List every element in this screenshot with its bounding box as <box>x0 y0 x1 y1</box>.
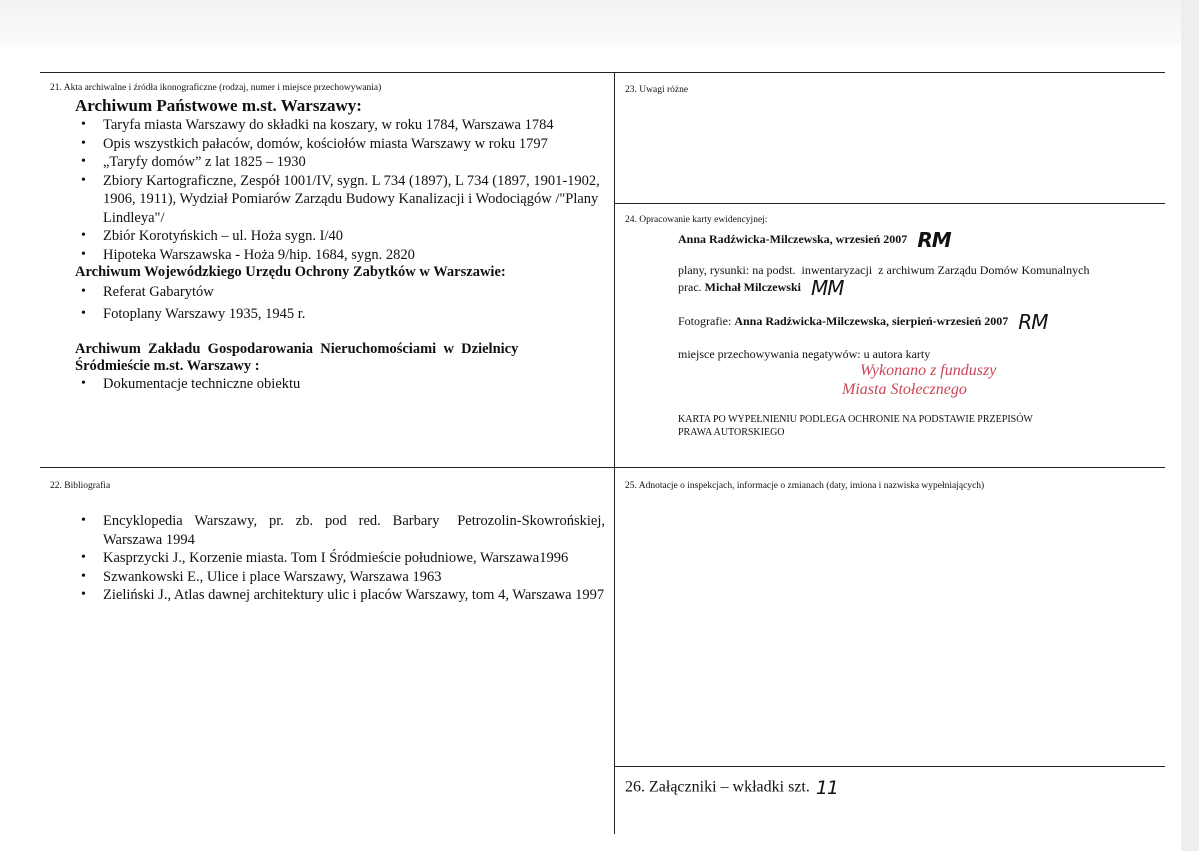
divider-23-24 <box>615 203 1165 204</box>
column-divider <box>614 72 615 834</box>
plans-author-prefix: prac. <box>678 279 705 294</box>
author-line <box>678 228 951 252</box>
middle-border <box>40 467 1165 468</box>
signature-icon: MM <box>810 276 844 300</box>
top-border <box>40 72 1165 73</box>
list-item: • Encyklopedia Warszawy, pr. zb. pod red. Barbary Petrozolin-Skowrońskiej, Warszawa 1994 <box>75 512 605 549</box>
copyright-notice <box>678 413 1033 439</box>
plans-line: plany, rysunki: na podst. inwentaryzacji z archiwum Zarządu Domów Komunalnych <box>678 263 1090 277</box>
archive-heading-apw: Archiwum Państwowe m.st. Warszawy: <box>75 96 362 115</box>
funding-stamp-line-2: Miasta Stołecznego <box>842 381 967 398</box>
section-21-title: 21. Akta archiwalne i źródła ikonograficzne (rodzaj, numer i miejsce przechowywania) <box>50 83 382 93</box>
list-item: • Taryfa miasta Warszawy do składki na koszary, w roku 1784, Warszawa 1784 <box>75 116 600 135</box>
list-item: • Opis wszystkich pałaców, domów, kościołów miasta Warszawy w roku 1797 <box>75 135 600 154</box>
archive-list-wuoz <box>75 283 600 323</box>
archive-heading-zgn-1: Archiwum Zakładu Gospodarowania Nieruchomościami w Dzielnicy <box>75 341 519 357</box>
photos-line <box>678 310 1047 334</box>
attachments-count: 11 <box>815 777 839 799</box>
section-22-title: 22. Bibliografia <box>50 481 111 491</box>
photos-prefix: Fotografie: <box>678 313 735 328</box>
list-item: • Zbiór Korotyńskich – ul. Hoża sygn. I/40 <box>75 227 600 246</box>
list-item: • Referat Gabarytów <box>75 283 600 302</box>
section-23-title: 23. Uwagi różne <box>625 85 689 95</box>
list-item: • Zbiory Kartograficzne, Zespół 1001/IV, sygn. L 734 (1897), L 734 (1897, 1901-1902, 1906, 1911), Wydział Pomiarów Zarządu Budowy Kanalizacji i Wodociągów /"Plany Lindleya"/ <box>75 172 600 228</box>
section-22-content <box>75 512 609 605</box>
copyright-line-2: PRAWA AUTORSKIEGO <box>678 427 785 438</box>
signature-icon: RM <box>1018 310 1048 334</box>
copyright-line-1: KARTA PO WYPEŁNIENIU PODLEGA OCHRONIE NA PODSTAWIE PRZEPISÓW <box>678 414 1033 425</box>
plans-author-line <box>678 276 843 300</box>
list-item: • Hipoteka Warszawska - Hoża 9/hip. 1684, sygn. 2820 <box>75 246 600 265</box>
attachments-label: 26. Załączniki – wkładki szt. <box>625 778 814 796</box>
section-25-title: 25. Adnotacje o inspekcjach, informacje o zmianach (daty, imiona i nazwiska wypełniających) <box>625 481 985 491</box>
archive-list-apw <box>75 116 600 264</box>
scan-top-band <box>0 0 1199 45</box>
divider-25-26 <box>615 766 1165 767</box>
archive-heading-wuoz: Archiwum Wojewódzkiego Urzędu Ochrony Zabytków w Warszawie: <box>75 264 506 280</box>
section-26-attachments <box>625 777 838 799</box>
plans-author-name: Michał Milczewski <box>704 279 801 294</box>
author-text: Anna Radźwicka-Milczewska, wrzesień 2007 <box>678 231 908 246</box>
photos-text: Anna Radźwicka-Milczewska, sierpień-wrzesień 2007 <box>734 313 1009 328</box>
list-item: • „Taryfy domów” z lat 1825 – 1930 <box>75 153 600 172</box>
negatives-line: miejsce przechowywania negatywów: u autora karty <box>678 347 931 361</box>
section-21-content <box>75 96 600 394</box>
archive-heading-zgn-2: Śródmieście m.st. Warszawy : <box>75 358 260 374</box>
list-item: • Fotoplany Warszawy 1935, 1945 r. <box>75 305 600 324</box>
funding-stamp-line-1: Wykonano z funduszy <box>860 362 997 379</box>
archive-list-zgn <box>75 375 600 394</box>
signature-icon: RM <box>917 228 951 252</box>
bibliography-list <box>75 512 609 605</box>
section-24-title: 24. Opracowanie karty ewidencyjnej: <box>625 215 768 225</box>
list-item: • Zieliński J., Atlas dawnej architektury ulic i placów Warszawy, tom 4, Warszawa 1997 <box>75 586 605 605</box>
scan-right-edge <box>1181 0 1199 851</box>
list-item: • Szwankowski E., Ulice i place Warszawy, Warszawa 1963 <box>75 568 605 587</box>
list-item: • Kasprzycki J., Korzenie miasta. Tom I Śródmieście południowe, Warszawa1996 <box>75 549 605 568</box>
list-item: • Dokumentacje techniczne obiektu <box>75 375 600 394</box>
